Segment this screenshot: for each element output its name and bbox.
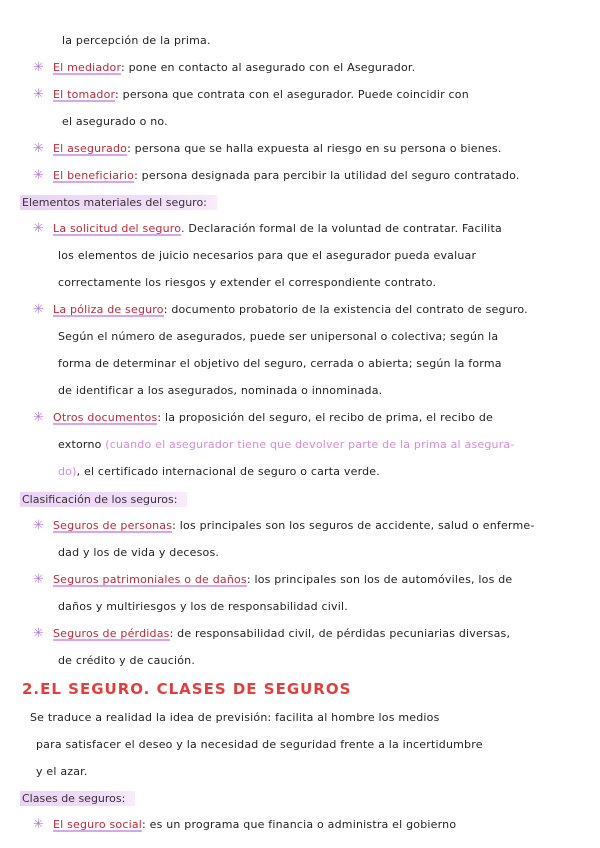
term-poliza: La póliza de seguro [53,303,164,316]
term-solicitud: La solicitud del seguro [53,222,181,235]
star-icon: ✳ [33,141,45,156]
text-line: dad y los de vida y decesos. [58,546,220,559]
list-item: ✳ La solicitud del seguro. Declaración formal de la voluntad de contratar. Facilita [33,221,502,236]
term-mediador: El mediador [53,61,122,74]
star-icon: ✳ [33,410,45,425]
text-line: y el azar. [36,765,88,778]
list-item: ✳ El seguro social: es un programa que financia o administra el gobierno [33,817,457,832]
term-seguro-social: El seguro social [53,818,143,831]
section-title: 2.EL SEGURO. CLASES DE SEGUROS [22,680,352,698]
text-line: Se traduce a realidad la idea de previsión: facilita al hombre los medios [30,711,440,724]
term-beneficiario: El beneficiario [53,169,135,182]
list-item: ✳ La póliza de seguro: documento probatorio de la existencia del contrato de seguro. [33,302,528,317]
star-icon: ✳ [33,572,45,587]
text-line: la percepción de la prima. [62,34,211,47]
subheading-clasificacion: Clasificación de los seguros: [20,492,187,507]
text-line: el asegurado o no. [62,115,168,128]
list-item: ✳ Seguros patrimoniales o de daños: los principales son los de automóviles, los de [33,572,513,587]
text-line: correctamente los riesgos y extender el correspondiente contrato. [58,276,437,289]
star-icon: ✳ [33,60,45,75]
star-icon: ✳ [33,518,45,533]
term-seguros-patrimoniales: Seguros patrimoniales o de daños [53,573,247,586]
list-item: ✳ Otros documentos: la proposición del seguro, el recibo de prima, el recibo de [33,410,493,425]
term-asegurado: El asegurado [53,142,128,155]
subheading-clases: Clases de seguros: [20,791,135,806]
star-icon: ✳ [33,168,45,183]
term-otros-documentos: Otros documentos [53,411,158,424]
text-line: de identificar a los asegurados, nominada o innominada. [58,384,383,397]
star-icon: ✳ [33,221,45,236]
list-item: ✳ El beneficiario: persona designada para percibir la utilidad del seguro contratado. [33,168,520,183]
term-tomador: El tomador [53,88,116,101]
text-line: de crédito y de caución. [58,654,196,667]
star-icon: ✳ [33,87,45,102]
text-line: extorno (cuando el asegurador tiene que devolver parte de la prima al asegura- [58,438,515,451]
star-icon: ✳ [33,626,45,641]
list-item: ✳ Seguros de personas: los principales son los seguros de accidente, salud o enferme- [33,518,535,533]
text-line: daños y multiriesgos y los de responsabilidad civil. [58,600,348,613]
text-line: do), el certificado internacional de seguro o carta verde. [58,465,380,478]
star-icon: ✳ [33,302,45,317]
text-line: los elementos de juicio necesarios para que el asegurador pueda evaluar [58,249,477,262]
aside-note-end: do) [58,465,77,478]
list-item: ✳ El mediador: pone en contacto al asegurado con el Asegurador. [33,60,416,75]
subheading-elementos: Elementos materiales del seguro: [20,195,217,210]
text-line: forma de determinar el objetivo del seguro, cerrada o abierta; según la forma [58,357,502,370]
text-line: Según el número de asegurados, puede ser unipersonal o colectiva; según la [58,330,499,343]
term-seguros-perdidas: Seguros de pérdidas [53,627,170,640]
term-seguros-personas: Seguros de personas [53,519,173,532]
list-item: ✳ El tomador: persona que contrata con el asegurador. Puede coincidir con [33,87,469,102]
star-icon: ✳ [33,817,45,832]
text-line: para satisfacer el deseo y la necesidad de seguridad frente a la incertidumbre [36,738,483,751]
list-item: ✳ El asegurado: persona que se halla expuesta al riesgo en su persona o bienes. [33,141,502,156]
list-item: ✳ Seguros de pérdidas: de responsabilidad civil, de pérdidas pecuniarias diversas, [33,626,511,641]
aside-note: (cuando el asegurador tiene que devolver parte de la prima al asegura- [105,438,515,451]
